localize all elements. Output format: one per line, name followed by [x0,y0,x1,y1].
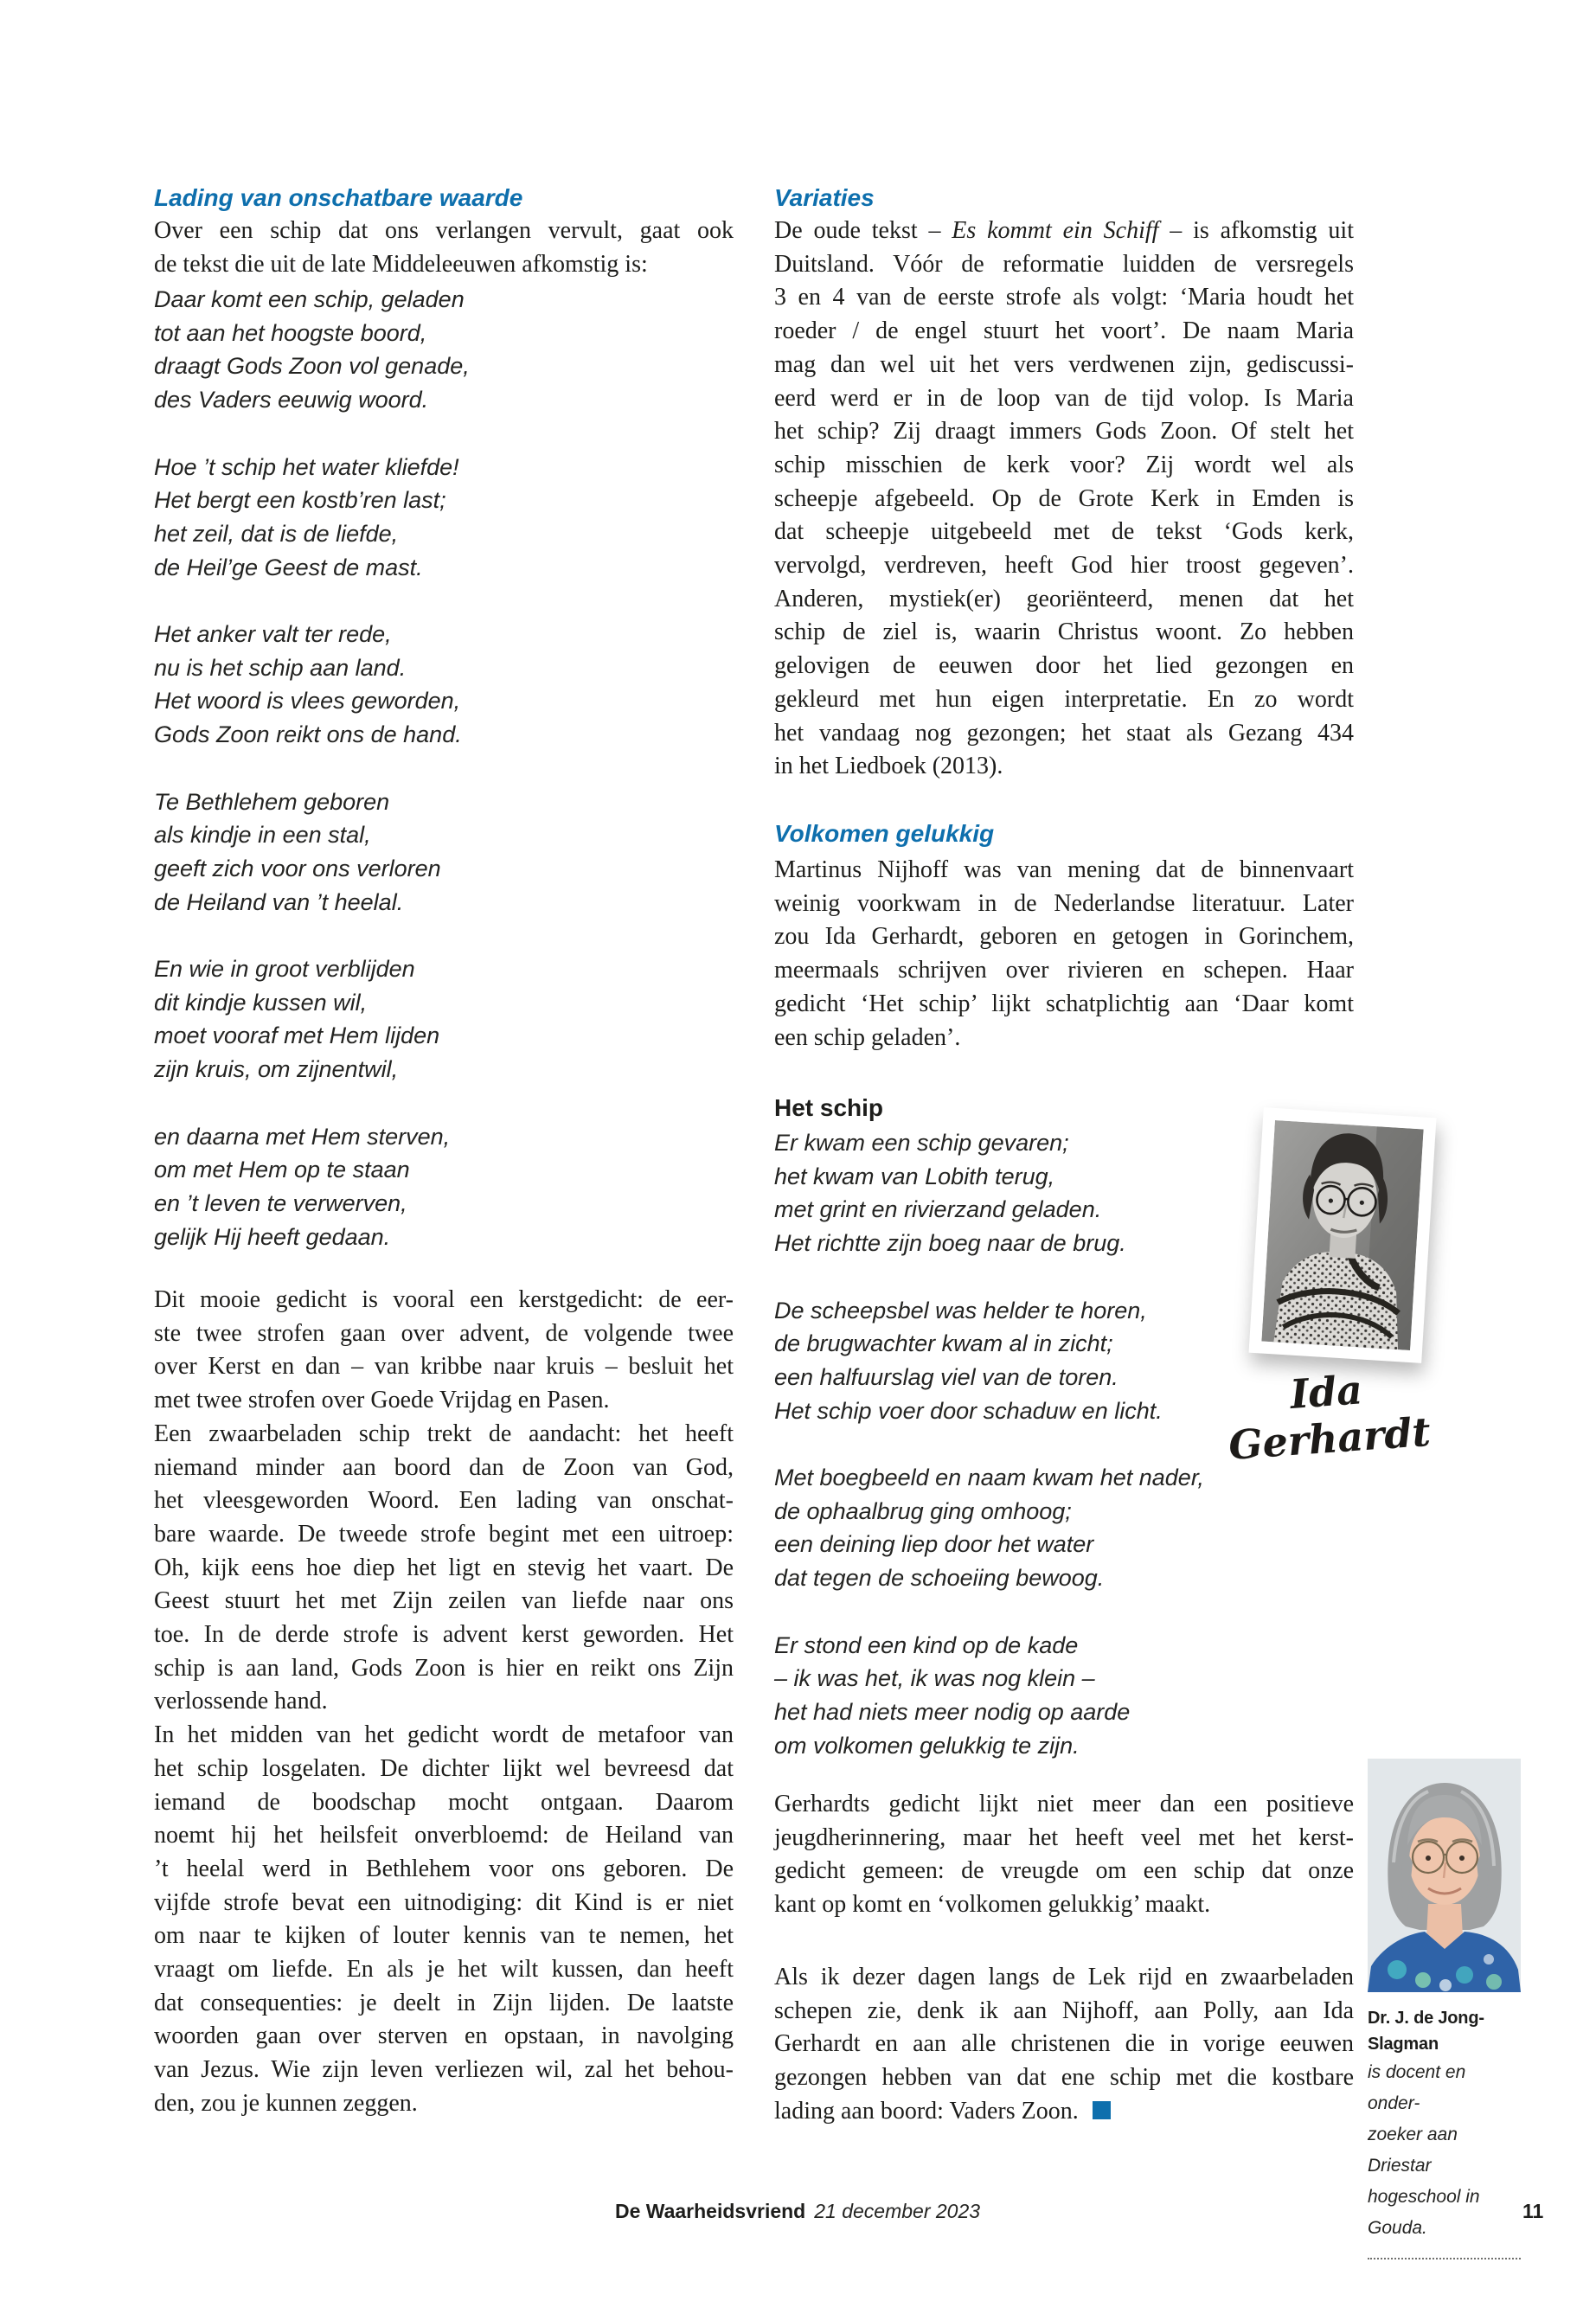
text-segment: Oh, kijk eens hoe diep het ligt en stevig het vaart. De [154,1554,734,1581]
poem-stanza [154,785,734,920]
text-segment: gedicht gemeen: de vreugde om een schip dat onze [774,1857,1354,1885]
text-line [154,383,734,417]
text-line [154,551,734,585]
text-segment: Het richtte zijn boeg naar de brug. [774,1230,1126,1257]
text-segment: het vleesgeworden Woord. Een lading van onschat- [154,1487,734,1515]
poem-stanza [774,1629,1354,1763]
text-line [154,818,734,852]
text-segment: dat consequenties: je deelt in Zijn lijden. De laatste [154,1989,734,2016]
author-portrait-illustration [1368,1759,1521,1992]
text-line [154,2054,734,2087]
text-line [154,1153,734,1187]
text-segment: verlossende hand. [154,1688,328,1715]
text-segment: iemand de boodschap mocht ontgaan. Daarom [154,1788,734,1816]
text-segment: met grint en rivierzand geladen. [774,1196,1102,1223]
text-segment: een halfuurslag viel van de toren. [774,1363,1118,1390]
text-segment: om met Hem op te staan [154,1157,410,1183]
text-line [154,986,734,1020]
text-line [154,215,734,248]
text-line [774,382,1354,416]
text-line [154,484,734,517]
text-segment: Te Bethlehem geboren [154,788,390,815]
text-line [154,1585,734,1618]
text-segment: niemand minder aan boord dan de Zoon van God, [154,1453,734,1481]
text-line [774,483,1354,516]
text-segment: mag dan wel uit het vers verdwenen zijn, gediscussi- [774,350,1354,378]
text-line [774,717,1354,751]
left-body-text [154,1284,734,2121]
text-segment: en ’t leven te verwerven, [154,1189,407,1216]
text-line [154,1418,734,1452]
text-segment: roeder / de engel stuurt het voort’. De naam Maria [774,317,1354,345]
text-segment: De scheepsbel was helder te horen, [774,1297,1147,1324]
section-heading-volkomen-gelukkig: Volkomen gelukkig [774,820,995,847]
paragraph [774,854,1354,1054]
text-segment: met twee strofen over Goede Vrijdag en Pasen. [154,1387,610,1414]
text-segment: Gods Zoon reikt ons de hand. [154,721,462,748]
article-end-marker [1093,2101,1111,2119]
text-segment: het schip? Zij draagt immers Gods Zoon. Of stelt het [774,418,1354,445]
text-line [774,2095,1354,2129]
text-segment: Duitsland. Vóór de reformatie luidden de versregels [774,250,1354,278]
poem-stanza [154,283,734,417]
author-caption [1368,2005,1521,2259]
text-line [154,1484,734,1518]
text-segment: Er kwam een schip gevaren; [774,1130,1069,1156]
text-segment: geeft zich voor ons verloren [154,855,441,881]
text-segment: de Heil’ge Geest de mast. [154,554,423,580]
text-line [774,1695,1354,1729]
text-line [154,1317,734,1351]
text-line [154,1350,734,1384]
text-segment: het had niets meer nodig op aarde [774,1698,1131,1725]
text-segment: als kindje in een stal, [154,822,371,849]
text-line [1368,2182,1521,2244]
text-line [774,549,1354,583]
text-line [774,616,1354,650]
text-segment: Met boegbeeld en naam kwam het nader, [774,1465,1204,1490]
paragraph [774,1961,1354,2129]
text-segment: Hoe ’t schip het water kliefde! [154,453,459,480]
text-line [774,1788,1354,1822]
text-segment: de tekst die uit de late Middeleeuwen afkomstig is: [154,250,648,278]
text-line [774,1629,1354,1663]
text-segment: Gerhardts gedicht lijkt niet meer dan een positieve [774,1791,1354,1817]
text-segment: gezongen hebben van dat ene schip met die kostbare [774,2064,1354,2092]
text-segment: woorden gaan over sterven en opstaan, in navolging [154,2022,734,2050]
paragraph [154,1284,734,1418]
poem-stanza [154,952,734,1086]
text-segment: vraagt om liefde. En als je het wilt kussen, dan heeft [154,1956,734,1984]
text-segment: In het midden van het gedicht wordt de metafoor van [154,1721,734,1749]
text-segment: gekleurd met hun eigen interpretatie. En zo wordt [774,685,1354,713]
text-line [154,651,734,685]
text-segment: eerd werd er in de loop van de tijd volop. Is Maria [774,384,1354,412]
text-segment: zou Ida Gerhardt, geboren en getogen in Gorinchem, [774,923,1354,951]
text-line [154,451,734,484]
text-line [774,988,1354,1022]
text-segment: Gerhardt en aan alle christenen die in vorige eeuwen [774,2030,1354,2058]
text-line [774,920,1354,954]
text-segment: Martinus Nijhoff was van mening dat de binnenvaart [774,856,1354,883]
text-line [774,854,1354,888]
text-line [1368,2119,1521,2182]
text-line [154,1452,734,1485]
text-line [154,1819,734,1853]
text-segment: den, zou je kunnen zeggen. [154,2089,418,2117]
text-line [154,1019,734,1053]
text-segment: 3 en 4 van de eerste strofe als volgt: ‘Maria houdt het [774,284,1354,311]
magazine-title: De Waarheidsvriend [614,2200,806,2222]
section-heading-lading: Lading van onschatbare waarde [154,184,523,211]
author-bio [1368,2057,1521,2244]
author-name: Dr. J. de Jong-Slagman [1368,2009,1484,2054]
text-segment: toe. In de derde strofe is advent kerst geworden. Het [154,1621,734,1649]
ida-gerhardt-portrait-illustration [1261,1120,1423,1350]
text-segment: Er stond een kind op de kade [774,1631,1079,1658]
paragraph [774,215,1354,784]
poem-stanza [154,618,734,752]
text-segment: ’t heelal werd in Bethlehem voor ons geboren. De [154,1855,734,1882]
text-segment: Dit mooie gedicht is vooral een kerstgedicht: de eer- [154,1286,734,1313]
text-segment: schip misschien de kerk voor? Zij wordt wel als [774,451,1354,478]
poem-stanza [154,1120,734,1254]
text-segment: gelijk Hij heeft gedaan. [154,1223,391,1250]
text-segment: om naar te kijken of louter kennis van te nemen, het [154,1922,734,1950]
text-segment: – is afkomstig uit [1158,217,1354,244]
text-segment: het vandaag nog gezongen; het staat als Gezang 434 [774,719,1354,747]
text-segment: Als ik dezer dagen langs de Lek rijd en zwaarbeladen [774,1964,1354,1990]
text-line [774,449,1354,483]
text-segment: de ophaalbrug ging omhoog; [774,1497,1072,1524]
text-segment: Een zwaarbeladen schip trekt de aandacht: het heeft [154,1420,734,1447]
ida-gerhardt-handwritten-caption [1217,1361,1439,1469]
text-segment: draagt Gods Zoon vol genade, [154,353,470,380]
text-segment: Het schip voer door schaduw en licht. [774,1397,1163,1424]
poem-title-het-schip: Het schip [774,1094,884,1121]
text-line [154,283,734,317]
text-segment: een deining liep door het water [774,1531,1094,1558]
text-line [154,684,734,718]
text-segment: is docent en onder- [1368,2062,1466,2113]
text-segment: in het Liedboek (2013). [774,753,1003,780]
gerhardts-paragraph [774,1788,1354,1922]
text-line [154,1518,734,1552]
text-segment: vervolgd, verdreven, heeft God hier troost gegeven’. [774,552,1354,580]
text-line [154,1384,734,1418]
text-segment: Geest stuurt het met Zijn zeilen van liefde naar ons [154,1587,734,1615]
text-line [154,886,734,920]
text-line [774,215,1354,248]
text-line [774,583,1354,617]
section-heading-variaties: Variaties [774,184,875,211]
text-segment: schip de ziel is, waarin Christus woont. Zo hebben [774,619,1354,646]
text-line [774,315,1354,349]
text-line [774,1961,1354,1995]
text-line [154,1786,734,1820]
text-line [774,1561,1354,1595]
text-segment: de brugwachter kwam al in zicht; [774,1330,1113,1357]
paragraph [154,215,734,281]
text-line [774,954,1354,988]
text-line [154,1120,734,1154]
text-segment: dit kindje kussen wil, [154,989,368,1016]
text-line [154,952,734,986]
paragraph [774,1788,1354,1922]
text-line [154,517,734,551]
text-segment: dat tegen de schoeiing bewoog. [774,1565,1105,1592]
text-line [154,718,734,752]
text-line [774,516,1354,549]
poem-stanza [774,1461,1354,1595]
text-line [154,618,734,651]
text-segment: schepen zie, denk ik aan Nijhoff, aan Polly, aan Ida [774,1997,1354,2024]
text-segment: Anderen, mystiek(er) georiënteerd, menen dat het [774,585,1354,612]
text-line [154,1284,734,1317]
text-line [774,650,1354,683]
text-line [154,2020,734,2054]
text-line [154,2087,734,2121]
text-segment: tot aan het hoogste boord, [154,319,427,346]
page-footer [615,2198,980,2225]
text-segment: dat scheepje uitgebeeld met de tekst ‘Gods kerk, [774,518,1354,546]
text-segment: En wie in groot verblijden [154,956,415,982]
text-line [154,785,734,819]
text-line [154,1719,734,1753]
text-segment: des Vaders eeuwig woord. [154,387,429,413]
text-line [154,1221,734,1254]
text-line [774,1022,1354,1055]
text-segment: scheepje afgebeeld. Op de Grote Kerk in Emden is [774,484,1354,512]
text-segment: jeugdherinnering, maar het heeft veel met het kerst- [774,1823,1354,1851]
text-segment: een schip geladen’. [774,1023,961,1051]
text-segment: kant op komt en ‘volkomen gelukkig’ maakt. [774,1891,1211,1919]
text-segment: weinig voorkwam in de Nederlandse literatuur. Later [774,889,1354,917]
text-line [774,1888,1354,1922]
text-line [774,1495,1354,1529]
text-segment: het kwam van Lobith terug, [774,1163,1055,1189]
paragraph [154,1418,734,1719]
text-line [774,248,1354,282]
text-segment: zoeker aan Driestar [1368,2125,1458,2176]
author-photo [1368,1759,1521,1992]
text-line [154,1953,734,1987]
text-line [154,349,734,383]
text-segment: – ik was het, ik was nog klein – [774,1665,1095,1692]
ida-gerhardt-photo [1249,1107,1437,1363]
text-line [774,1855,1354,1888]
text-segment: het zeil, dat is de liefde, [154,520,399,547]
text-line [774,1822,1354,1856]
text-segment: het schip losgelaten. De dichter lijkt wel bevreesd dat [154,1754,734,1782]
text-line [774,888,1354,921]
text-segment: meermaals schrijven over rivieren en schepen. Haar [774,957,1354,984]
text-line [774,1662,1354,1695]
text-segment: schip is aan land, Gods Zoon is hier en reikt ons Zijn [154,1654,734,1682]
variaties-paragraph [774,215,1354,784]
volkomen-paragraph [774,854,1354,1054]
intro-paragraph [154,215,734,281]
text-segment: Het anker valt ter rede, [154,621,392,647]
text-line [774,2028,1354,2061]
text-segment: moet vooraf met Hem lijden [154,1022,440,1049]
text-line [154,1887,734,1920]
text-line [774,349,1354,382]
closing-paragraph [774,1961,1354,2129]
text-segment: over Kerst en dan – van kribbe naar kruis – besluit het [154,1353,734,1381]
text-line [1368,2057,1521,2119]
text-segment: gedicht ‘Het schip’ lijkt schatplichtig aan ‘Daar komt [774,990,1354,1017]
text-line [774,750,1354,784]
text-segment: zijn kruis, om zijnentwil, [154,1056,399,1083]
text-segment: gelovigen de eeuwen door het lied gezongen en [774,652,1354,680]
text-line [154,852,734,886]
text-segment: de Heiland van ’t heelal. [154,888,404,915]
text-line [154,1552,734,1586]
text-line [154,1187,734,1221]
text-line [154,317,734,350]
text-line [774,1729,1354,1763]
text-segment: Es kommt ein Schiff [952,217,1159,244]
text-segment: nu is het schip aan land. [154,654,407,681]
page-number: 11 [1522,2200,1544,2222]
text-line [154,1618,734,1652]
text-line [774,2061,1354,2095]
text-line [154,1053,734,1086]
poem-stanza [154,451,734,585]
poem-daar-komt-een-schip [154,283,734,1287]
text-line [154,1920,734,1953]
text-segment: Het bergt een kostb’ren last; [154,487,446,514]
text-segment: Over een schip dat ons verlangen vervult, gaat ook [154,217,734,244]
text-line [774,1528,1354,1561]
text-line [154,1685,734,1719]
text-segment: vijfde strofe bevat een uitnodiging: dit Kind is er niet [154,1888,734,1916]
text-line [154,1853,734,1887]
text-segment: Daar komt een schip, geladen [154,286,465,312]
text-line [774,1995,1354,2029]
issue-date: 21 december 2023 [814,2200,981,2222]
caption-line: Gerhardt [1227,1407,1433,1470]
text-segment: noemt hij het heilsfeit onverbloemd: de Heiland van [154,1822,734,1849]
paragraph [154,1719,734,2120]
text-line [154,1987,734,2021]
text-line [774,683,1354,717]
text-line [154,248,734,282]
text-segment: hogeschool in Gouda. [1368,2187,1480,2238]
text-line [154,1753,734,1786]
text-segment: van Jezus. Wie zijn leven verliezen wil, zal het behou- [154,2056,734,2084]
text-segment: ste twee strofen gaan over advent, de volgende twee [154,1319,734,1347]
text-segment: lading aan boord: Vaders Zoon. [774,2097,1085,2125]
text-line [154,1652,734,1686]
text-segment: Het woord is vlees geworden, [154,688,461,715]
text-line [774,415,1354,449]
text-segment: bare waarde. De tweede strofe begint met een uitroep: [154,1520,734,1548]
text-segment: om volkomen gelukkig te zijn. [774,1732,1080,1759]
caption-line: Ida [1288,1366,1364,1418]
text-line [774,281,1354,315]
text-segment: De oude tekst – [774,217,952,244]
text-segment: en daarna met Hem sterven, [154,1123,451,1150]
